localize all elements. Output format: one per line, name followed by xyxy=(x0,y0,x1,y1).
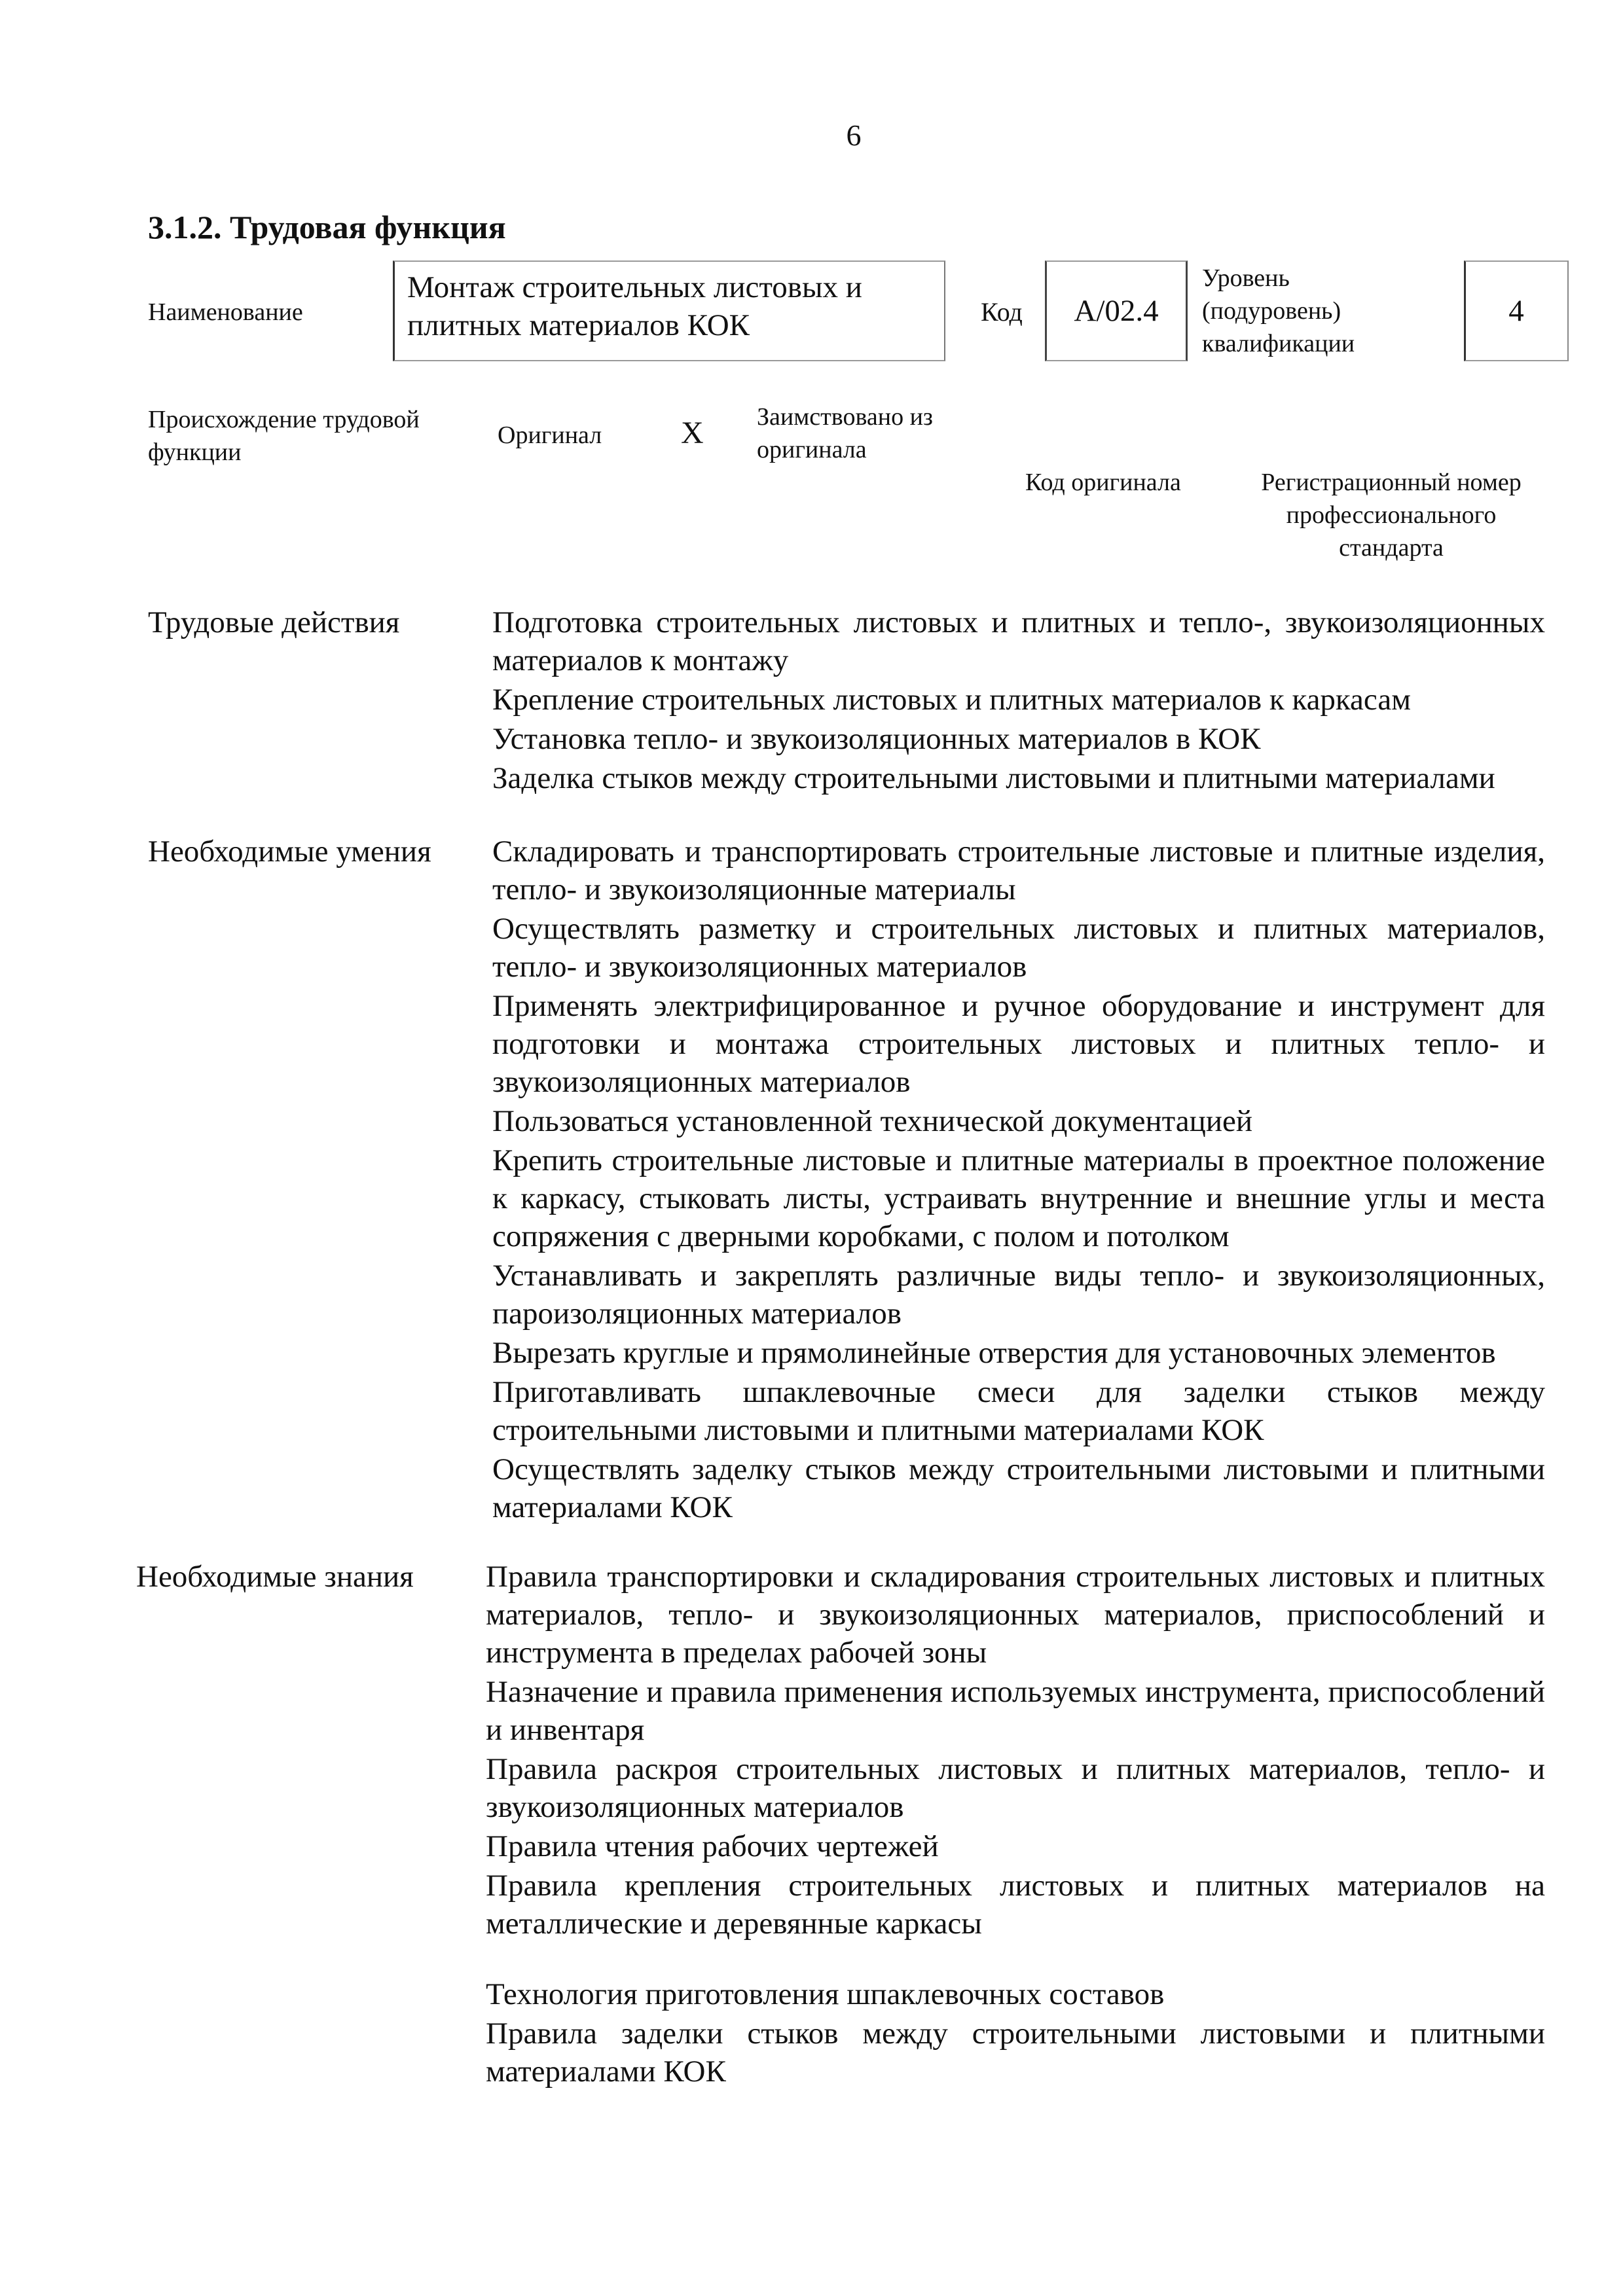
original-mark: X xyxy=(681,416,704,450)
level-value: 4 xyxy=(1508,294,1524,328)
code-label: Код xyxy=(981,297,1023,327)
borrowed-label: Заимствовано из оригинала xyxy=(757,403,933,463)
skills-list xyxy=(492,833,1545,1528)
origin-label: Происхождение трудовой функции xyxy=(148,406,420,466)
list-item: Устанавливать и закреплять различные виды тепло- и звукоизоляционных, пароизоляционных материалов xyxy=(492,1259,1545,1331)
actions-label: Трудовые действия xyxy=(148,605,400,639)
name-value: Монтаж строительных листовых и плитных материалов КОК xyxy=(407,270,862,342)
list-item: Правила крепления строительных листовых и плитных материалов на металлические и деревянные каркасы xyxy=(486,1869,1545,1941)
name-label: Наименование xyxy=(148,298,303,326)
list-item: Осуществлять заделку стыков между строительными листовыми и плитными материалами КОК xyxy=(492,1452,1545,1524)
reg-number-label: Регистрационный номер профессионального стандарта xyxy=(1261,469,1522,562)
list-item: Крепить строительные листовые и плитные материалы в проектное положение к каркасу, стыковать листы, устраивать внутренние и внешние углы и места сопряжения с дверными коробками, с полом и потолком xyxy=(492,1143,1545,1253)
list-item: Правила раскроя строительных листовых и плитных материалов, тепло- и звукоизоляционных материалов xyxy=(486,1752,1545,1824)
list-item: Крепление строительных листовых и плитных материалов к каркасам xyxy=(492,683,1411,717)
knowledge-label: Необходимые знания xyxy=(136,1560,414,1594)
section-title: 3.1.2. Трудовая функция xyxy=(148,209,506,245)
list-item: Заделка стыков между строительными листовыми и плитными материалами xyxy=(492,761,1495,795)
original-label: Оригинал xyxy=(498,422,602,449)
list-item: Вырезать круглые и прямолинейные отверстия для установочных элементов xyxy=(492,1336,1496,1370)
list-item: Складировать и транспортировать строительные листовые и плитные изделия, тепло- и звукоизоляционные материалы xyxy=(492,834,1545,906)
list-item: Правила заделки стыков между строительными листовыми и плитными материалами КОК xyxy=(486,2017,1545,2089)
list-item: Подготовка строительных листовых и плитных и тепло-, звукоизоляционных материалов к монтажу xyxy=(492,605,1545,677)
list-item: Технология приготовления шпаклевочных составов xyxy=(486,1977,1165,2011)
actions-list xyxy=(492,603,1545,798)
skills-label: Необходимые умения xyxy=(148,834,431,869)
page-number: 6 xyxy=(846,118,862,152)
level-label: Уровень (подуровень) квалификации xyxy=(1202,264,1355,357)
list-item: Назначение и правила применения используемых инструмента, приспособлений и инвентаря xyxy=(486,1675,1545,1747)
list-item: Пользоваться установленной технической документацией xyxy=(492,1104,1252,1138)
spacer xyxy=(486,1944,1545,1975)
list-item: Установка тепло- и звукоизоляционных материалов в КОК xyxy=(492,722,1261,756)
code-value: А/02.4 xyxy=(1074,294,1159,328)
list-item: Применять электрифицированное и ручное оборудование и инструмент для подготовки и монтажа строительных листовых и плитных тепло- и звукоизоляционных материалов xyxy=(492,989,1545,1099)
list-item: Осуществлять разметку и строительных листовых и плитных материалов, тепло- и звукоизоляционных материалов xyxy=(492,912,1545,984)
list-item: Правила транспортировки и складирования строительных листовых и плитных материалов, тепло- и звукоизоляционных материалов, приспособлений и инструмента в пределах рабочей зоны xyxy=(486,1560,1545,1670)
code-original-label: Код оригинала xyxy=(1025,469,1181,496)
list-item: Правила чтения рабочих чертежей xyxy=(486,1829,939,1863)
knowledge-list xyxy=(486,1558,1545,2092)
list-item: Приготавливать шпаклевочные смеси для заделки стыков между строительными листовыми и плитными материалами КОК xyxy=(492,1375,1545,1447)
